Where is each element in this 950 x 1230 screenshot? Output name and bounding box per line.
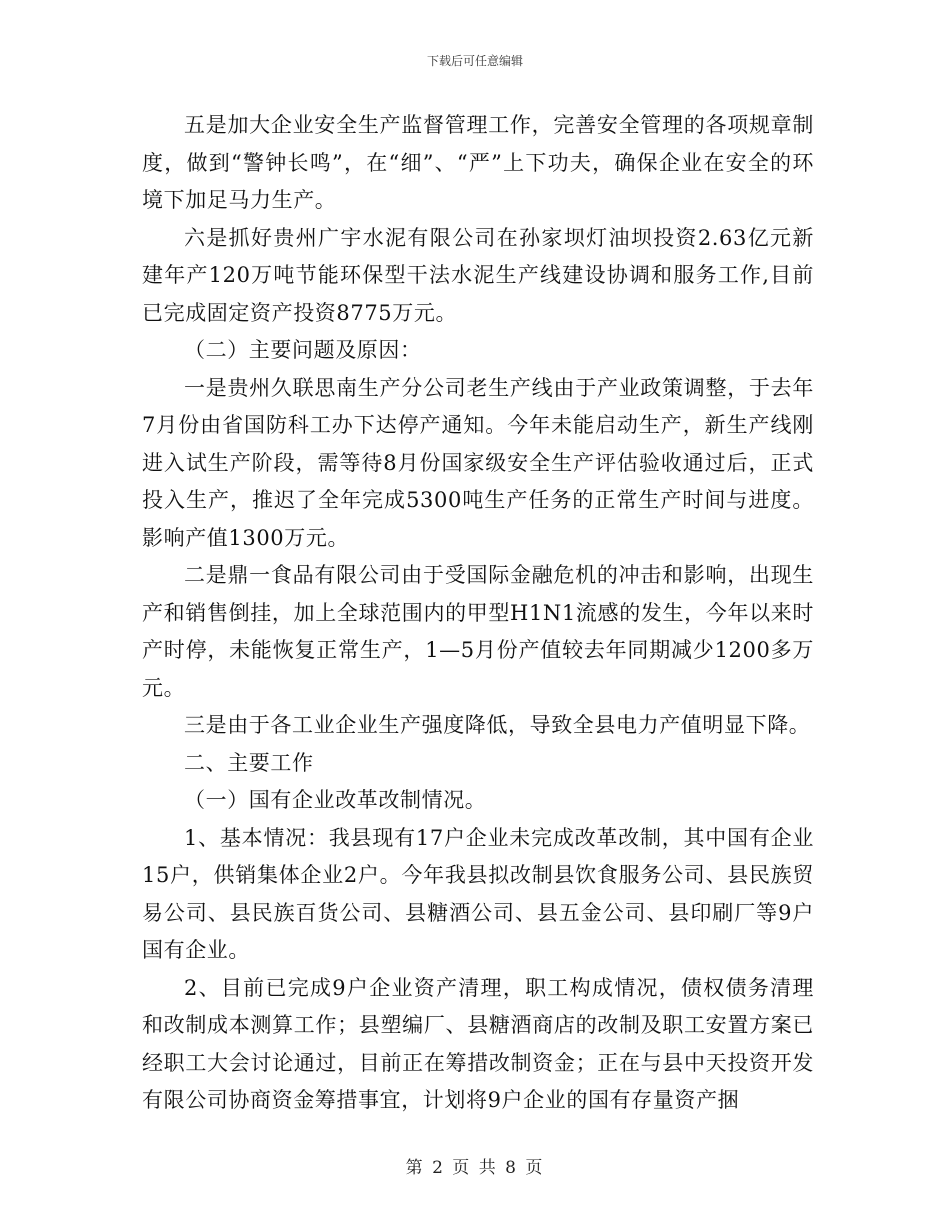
paragraph-6: 1、基本情况：我县现有17户企业未完成改革改制，其中国有企业15户，供销集体企业2户。今年我县拟改制县饮食服务公司、县民族贸易公司、县民族百货公司、县糖酒公司、县五金公司、县印刷厂等9户国有企业。 bbox=[142, 825, 814, 962]
paragraph-2: 六是抓好贵州广宇水泥有限公司在孙家坝灯油坝投资2.63亿元新建年产120万吨节能环保型干法水泥生产线建设协调和服务工作,目前已完成固定资产投资8775万元。 bbox=[142, 225, 814, 325]
subsection-heading-reform: （一）国有企业改革改制情况。 bbox=[184, 788, 487, 812]
paragraph-3: 一是贵州久联思南生产分公司老生产线由于产业政策调整，于去年7月份由省国防科工办下达停产通知。今年未能启动生产，新生产线刚进入试生产阶段，需等待8月份国家级安全生产评估验收通过后，正式投入生产，推迟了全年完成5300吨生产任务的正常生产时间与进度。影响产值1300万元。 bbox=[142, 375, 814, 550]
header-note: 下载后可任意编辑 bbox=[426, 54, 523, 68]
section-heading-main-work: 二、主要工作 bbox=[184, 750, 314, 775]
paragraph-7: 2、目前已完成9户企业资产清理，职工构成情况，债权债务清理和改制成本测算工作；县塑编厂、县糖酒商店的改制及职工安置方案已经职工大会讨论通过，目前正在筹措改制资金；正在与县中天投资开发有限公司协商资金筹措事宜，计划将9户企业的国有存量资产捆 bbox=[142, 975, 814, 1112]
paragraph-1: 五是加大企业安全生产监督管理工作，完善安全管理的各项规章制度，做到“警钟长鸣”，在“细”、“严”上下功夫，确保企业在安全的环境下加足马力生产。 bbox=[142, 113, 814, 212]
page-number: 第 2 页 共 8 页 bbox=[405, 1158, 545, 1178]
document-body bbox=[142, 107, 814, 1120]
paragraph-5: 三是由于各工业企业生产强度降低，导致全县电力产值明显下降。 bbox=[184, 713, 811, 737]
paragraph-4: 二是鼎一食品有限公司由于受国际金融危机的冲击和影响，出现生产和销售倒挂，加上全球范围内的甲型H1N1流感的发生，今年以来时产时停，未能恢复正常生产，1—5月份产值较去年同期减少1200多万元。 bbox=[142, 563, 814, 700]
section-heading-problems: （二）主要问题及原因： bbox=[184, 338, 422, 362]
